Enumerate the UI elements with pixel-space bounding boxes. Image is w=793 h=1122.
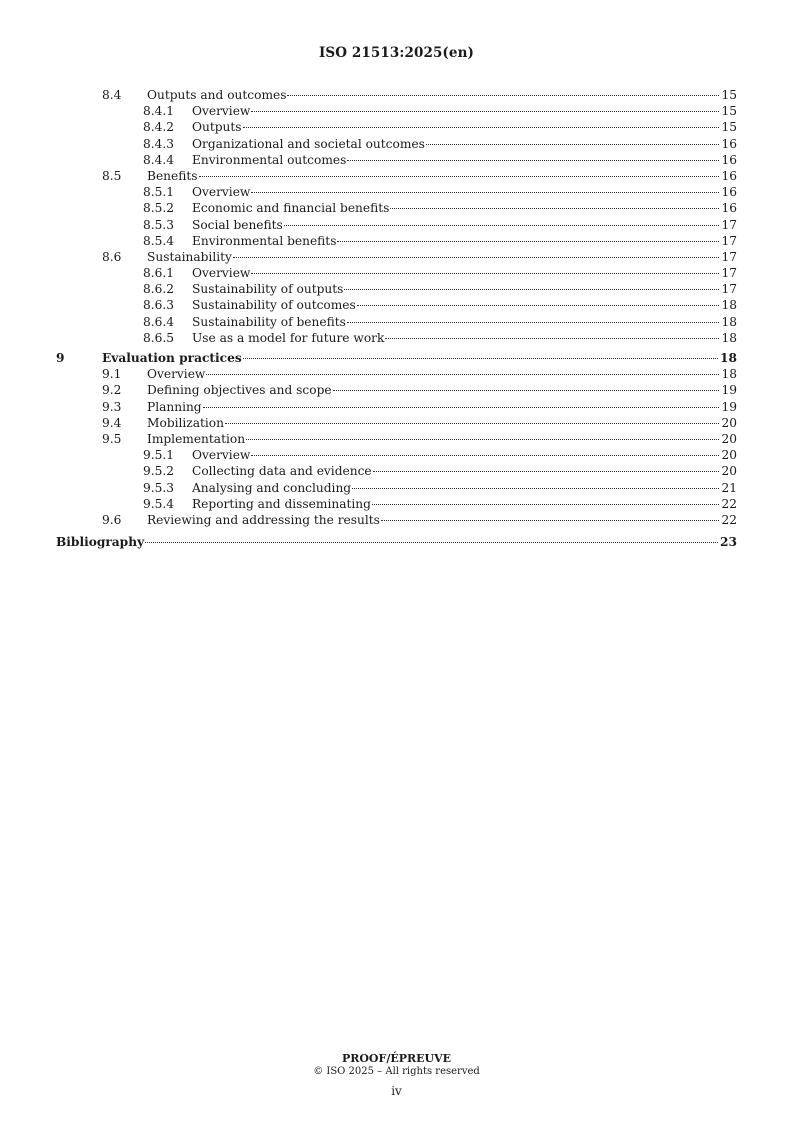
toc-entry-page: 22: [721, 512, 737, 527]
toc-entry-number: 9.5.4: [143, 496, 175, 511]
toc-entry-number: 9.5: [102, 431, 122, 446]
toc-entry-page: 20: [721, 415, 737, 430]
toc-entry-page: 18: [721, 314, 737, 329]
dot-leader: [251, 192, 719, 193]
dot-leader: [372, 504, 720, 505]
toc-entry-page: 16: [721, 168, 737, 183]
dot-leader: [333, 390, 720, 391]
toc-entry[interactable]: [56, 512, 737, 528]
toc-entry[interactable]: [56, 463, 737, 479]
toc-entry-number: 9.3: [102, 399, 122, 414]
dot-leader: [357, 305, 720, 306]
dot-leader: [199, 176, 720, 177]
toc-entry-title: Sustainability of benefits: [192, 314, 346, 329]
toc-entry[interactable]: [56, 382, 737, 398]
toc-entry-title: Collecting data and evidence: [192, 464, 372, 479]
toc-entry-title: Use as a model for future work: [192, 330, 385, 345]
toc-entry-page: 15: [721, 104, 737, 119]
toc-entry-title: Bibliography: [56, 535, 145, 550]
toc-entry-page: 19: [721, 383, 737, 398]
toc-entry-page: 23: [720, 535, 737, 550]
toc-entry-page: 15: [721, 88, 737, 102]
toc-entry-title: Environmental outcomes: [192, 152, 347, 167]
toc-entry-number: 8.6.5: [143, 330, 175, 345]
dot-leader: [390, 208, 719, 209]
toc-entry-title: Overview: [192, 185, 251, 200]
toc-entry-title: Mobilization: [147, 415, 224, 430]
dot-leader: [145, 542, 718, 543]
toc-entry[interactable]: [56, 281, 737, 297]
table-of-contents: [56, 87, 737, 550]
toc-entry[interactable]: [56, 314, 737, 330]
toc-entry-title: Overview: [192, 266, 251, 281]
toc-entry-number: 8.4.3: [143, 136, 175, 151]
toc-entry-title: Overview: [192, 104, 251, 119]
toc-entry-page: 20: [721, 431, 737, 446]
toc-entry-title: Sustainability: [147, 249, 232, 264]
toc-entry-title: Implementation: [147, 431, 246, 446]
toc-entry-page: 17: [721, 249, 737, 264]
dot-leader: [381, 520, 720, 521]
toc-entry[interactable]: [56, 152, 737, 168]
dot-leader: [385, 338, 719, 339]
toc-entry-number: 8.4.1: [143, 104, 175, 119]
dot-leader: [352, 488, 719, 489]
toc-entry[interactable]: [56, 265, 737, 281]
toc-entry-page: 16: [721, 152, 737, 167]
dot-leader: [347, 160, 719, 161]
page-number: iv: [391, 1084, 402, 1098]
toc-entry-page: 15: [721, 120, 737, 135]
dot-leader: [251, 273, 719, 274]
dot-leader: [287, 95, 719, 96]
toc-entry-number: 9: [56, 351, 65, 365]
toc-entry-page: 18: [721, 298, 737, 313]
toc-entry-number: 9.1: [102, 367, 122, 382]
dot-leader: [203, 407, 720, 408]
toc-entry-title: Overview: [192, 448, 251, 463]
toc-entry[interactable]: [56, 480, 737, 496]
dot-leader: [225, 423, 720, 424]
toc-entry[interactable]: [56, 184, 737, 200]
toc-entry-number: 8.6.3: [143, 298, 175, 313]
toc-entry-number: 9.6: [102, 512, 122, 527]
toc-entry-number: 8.5: [102, 168, 122, 183]
toc-entry-number: 8.4: [102, 88, 122, 102]
toc-entry-title: Organizational and societal outcomes: [192, 136, 425, 151]
toc-entry-title: Reporting and disseminating: [192, 496, 371, 511]
toc-entry-number: 9.5.1: [143, 448, 175, 463]
dot-leader: [426, 144, 720, 145]
toc-entry[interactable]: [56, 496, 737, 512]
toc-entry-title: Overview: [147, 367, 206, 382]
dot-leader: [206, 374, 719, 375]
toc-entry[interactable]: [56, 330, 737, 346]
toc-entry[interactable]: [56, 103, 737, 119]
dot-leader: [251, 455, 719, 456]
toc-entry-page: 16: [721, 185, 737, 200]
toc-entry-title: Outputs and outcomes: [147, 88, 287, 102]
proof-label: PROOF/ÉPREUVE: [341, 1052, 452, 1065]
toc-entry[interactable]: [56, 366, 737, 382]
toc-entry-title: Benefits: [147, 168, 198, 183]
toc-entry-number: 9.5.3: [143, 480, 175, 495]
toc-entry-page: 17: [721, 233, 737, 248]
toc-entry[interactable]: [56, 297, 737, 313]
toc-entry-number: 8.5.4: [143, 233, 175, 248]
toc-entry-title: Defining objectives and scope: [147, 383, 332, 398]
toc-entry-number: 8.5.3: [143, 217, 175, 232]
dot-leader: [344, 289, 719, 290]
toc-entry-page: 17: [721, 217, 737, 232]
dot-leader: [251, 111, 719, 112]
toc-entry-page: 20: [721, 448, 737, 463]
toc-entry-number: 8.4.4: [143, 152, 175, 167]
toc-entry[interactable]: [56, 200, 737, 216]
dot-leader: [246, 439, 719, 440]
copyright-notice: © ISO 2025 – All rights reserved: [313, 1066, 480, 1077]
toc-entry-number: 9.5.2: [143, 464, 175, 479]
toc-entry-page: 16: [721, 136, 737, 151]
toc-entry[interactable]: [56, 217, 737, 233]
toc-entry-page: 18: [721, 367, 737, 382]
document-title: ISO 21513:2025(en): [318, 45, 475, 61]
toc-entry[interactable]: [56, 534, 737, 550]
toc-entry[interactable]: [56, 87, 737, 103]
toc-entry-number: 8.6: [102, 249, 122, 264]
toc-entry[interactable]: [56, 249, 737, 265]
toc-entry-number: 8.5.1: [143, 185, 175, 200]
toc-entry-number: 8.5.2: [143, 201, 175, 216]
toc-entry-page: 18: [721, 330, 737, 345]
toc-entry-page: 21: [721, 480, 737, 495]
toc-entry-page: 17: [721, 282, 737, 297]
dot-leader: [347, 322, 720, 323]
toc-entry-number: 8.4.2: [143, 120, 175, 135]
toc-entry[interactable]: [56, 119, 737, 135]
dot-leader: [233, 257, 720, 258]
dot-leader: [243, 127, 720, 128]
toc-entry-title: Evaluation practices: [102, 351, 242, 365]
toc-entry[interactable]: [56, 350, 737, 366]
dot-leader: [337, 241, 719, 242]
toc-entry-title: Social benefits: [192, 217, 283, 232]
toc-entry[interactable]: [56, 233, 737, 249]
toc-entry-title: Planning: [147, 399, 202, 414]
toc-entry-title: Environmental benefits: [192, 233, 337, 248]
toc-entry-page: 20: [721, 464, 737, 479]
dot-leader: [243, 358, 718, 359]
toc-entry-page: 18: [720, 351, 737, 365]
toc-entry-title: Sustainability of outcomes: [192, 298, 356, 313]
toc-entry[interactable]: [56, 447, 737, 463]
toc-entry-number: 9.4: [102, 415, 122, 430]
toc-entry-title: Sustainability of outputs: [192, 282, 344, 297]
toc-entry-number: 9.2: [102, 383, 122, 398]
toc-entry-title: Reviewing and addressing the results: [147, 512, 380, 527]
toc-entry-number: 8.6.4: [143, 314, 175, 329]
toc-entry-page: 19: [721, 399, 737, 414]
page-footer: [0, 1052, 793, 1100]
toc-entry-title: Economic and financial benefits: [192, 201, 390, 216]
toc-entry-page: 22: [721, 496, 737, 511]
toc-entry-number: 8.6.1: [143, 266, 175, 281]
toc-entry[interactable]: [56, 136, 737, 152]
toc-entry-page: 17: [721, 266, 737, 281]
dot-leader: [373, 471, 720, 472]
toc-entry[interactable]: [56, 399, 737, 415]
dot-leader: [284, 225, 720, 226]
toc-entry[interactable]: [56, 168, 737, 184]
toc-entry[interactable]: [56, 415, 737, 431]
toc-entry[interactable]: [56, 431, 737, 447]
toc-entry-page: 16: [721, 201, 737, 216]
toc-entry-number: 8.6.2: [143, 282, 175, 297]
toc-entry-title: Analysing and concluding: [192, 480, 352, 495]
toc-entry-title: Outputs: [192, 120, 242, 135]
